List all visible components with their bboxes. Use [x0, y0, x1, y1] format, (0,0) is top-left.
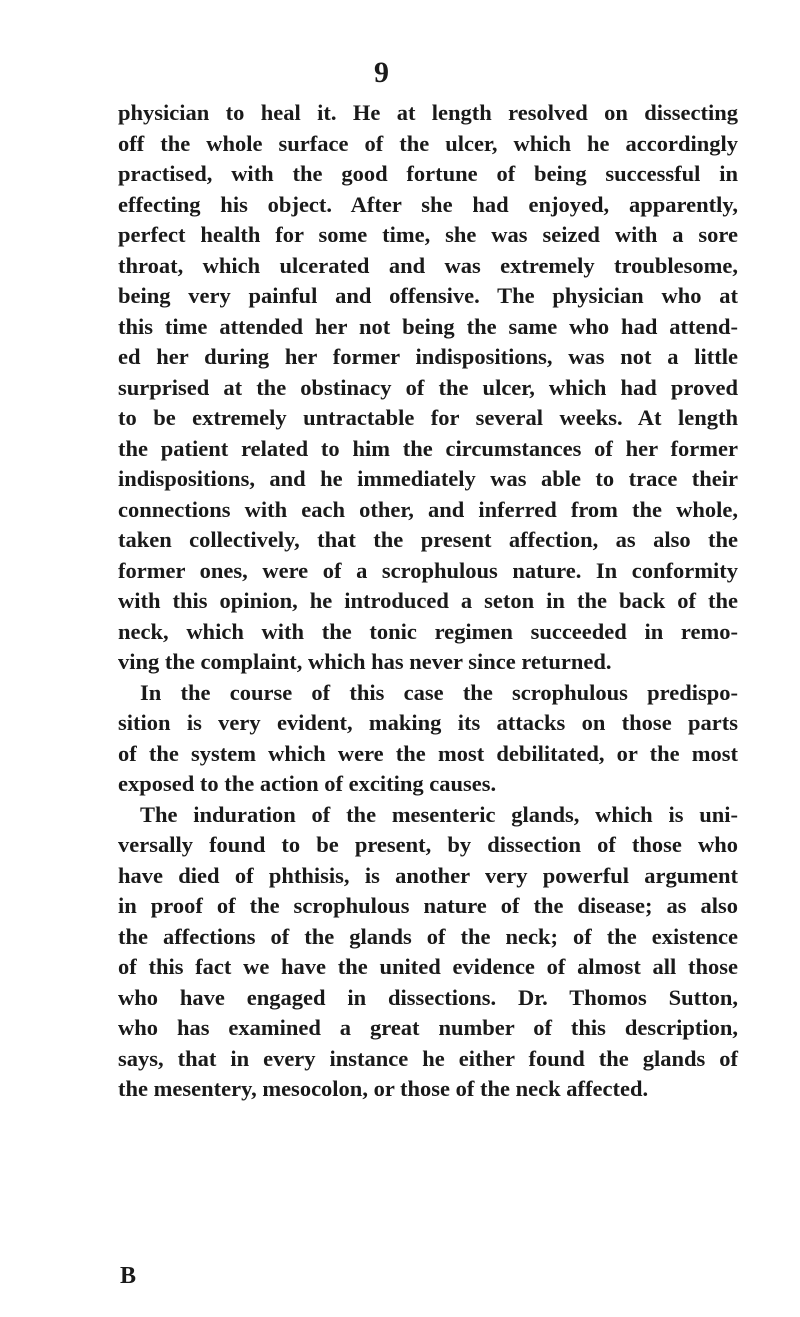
signature-mark: B — [120, 1263, 137, 1289]
text-line: with this opinion, he introduced a seton in the back of the — [118, 588, 738, 613]
page-number: 9 — [374, 56, 389, 89]
text-line: says, that in every instance he either found the glands of — [118, 1045, 738, 1071]
text-line: indispositions, and he immediately was able to trace their — [118, 466, 738, 491]
text-line: physician to heal it. He at length resolved on dissecting — [118, 100, 738, 125]
text-line: to be extremely untractable for several weeks. At length — [118, 405, 738, 430]
text-line: connections with each other, and inferred from the whole, — [118, 496, 738, 522]
paragraph-start-line: The induration of the mesenteric glands, which is uni- — [140, 801, 738, 827]
text-line: perfect health for some time, she was seized with a sore — [118, 222, 738, 247]
text-line: the patient related to him the circumstances of her former — [118, 435, 738, 461]
paragraph-start-line: In the course of this case the scrophulous predispo- — [140, 679, 738, 705]
text-line: who have engaged in dissections. Dr. Thomos Sutton, — [118, 984, 738, 1010]
text-line: the mesentery, mesocolon, or those of the neck affected. — [118, 1076, 649, 1101]
text-line: of this fact we have the united evidence of almost all those — [118, 954, 738, 979]
text-line: former ones, were of a scrophulous nature. In conformity — [118, 557, 738, 583]
text-line: exposed to the action of exciting causes. — [118, 771, 497, 796]
text-line: ed her during her former indispositions, was not a little — [118, 344, 738, 369]
text-line: this time attended her not being the same who had attend- — [118, 313, 738, 339]
text-line: who has examined a great number of this description, — [118, 1015, 738, 1040]
text-line: have died of phthisis, is another very powerful argument — [118, 862, 738, 888]
text-line: off the whole surface of the ulcer, which he accordingly — [118, 130, 738, 156]
text-line: surprised at the obstinacy of the ulcer, which had proved — [118, 374, 738, 400]
text-line: versally found to be present, by dissection of those who — [118, 832, 738, 857]
text-line: sition is very evident, making its attacks on those parts — [118, 710, 738, 735]
text-line: practised, with the good fortune of being successful in — [118, 161, 738, 186]
text-line: being very painful and offensive. The physician who at — [118, 283, 738, 308]
text-line: in proof of the scrophulous nature of the disease; as also — [118, 893, 738, 918]
text-line: effecting his object. After she had enjoyed, apparently, — [118, 191, 738, 217]
text-line: taken collectively, that the present affection, as also the — [118, 527, 738, 552]
body-text — [118, 98, 738, 1105]
text-line: ving the complaint, which has never since returned. — [118, 649, 612, 674]
text-line: the affections of the glands of the neck; of the existence — [118, 923, 738, 949]
text-line: throat, which ulcerated and was extremely troublesome, — [118, 252, 738, 278]
text-line: of the system which were the most debilitated, or the most — [118, 740, 738, 766]
text-line: neck, which with the tonic regimen succeeded in remo- — [118, 618, 738, 644]
